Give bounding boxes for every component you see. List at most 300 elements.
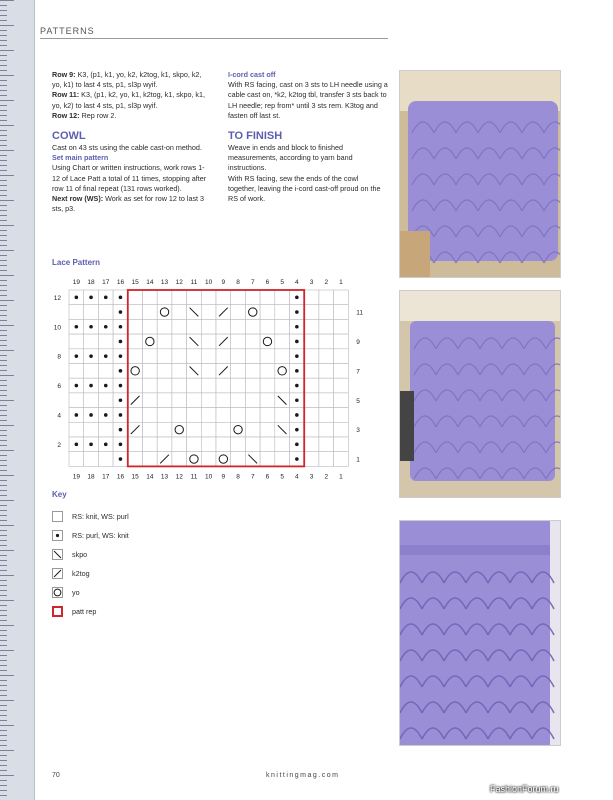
ruler-tick — [0, 620, 7, 621]
column-number-bottom: 4 — [295, 473, 299, 481]
ruler-tick — [0, 270, 7, 271]
ruler-tick — [0, 90, 7, 91]
chart-cell — [216, 349, 231, 364]
column-number-top: 14 — [146, 279, 154, 286]
purl-dot — [119, 325, 123, 329]
row9-text: K3, (p1, k1, yo, k2, k2tog, k1, skpo, k2, yo, k1) to last 4 sts, p1, sl3p wyif. — [52, 70, 202, 90]
chart-cell — [157, 422, 172, 437]
row-number-left: 2 — [57, 441, 61, 449]
chart-cell — [128, 452, 143, 467]
purl-dot — [295, 398, 299, 402]
chart-cell — [304, 319, 319, 334]
chart-cell — [84, 334, 99, 349]
section-label: PATTERNS — [40, 26, 95, 36]
row-number-right: 5 — [356, 397, 360, 405]
purl-dot — [89, 296, 93, 300]
column-number-top: 7 — [250, 279, 255, 286]
ruler-tick — [0, 285, 7, 286]
chart-cell — [245, 393, 260, 408]
ruler-tick — [0, 305, 7, 306]
chart-cell — [319, 319, 334, 334]
chart-cell — [172, 334, 187, 349]
chart-cell — [231, 364, 246, 379]
ruler-tick — [0, 145, 7, 146]
chart-cell — [143, 290, 158, 305]
chart-cell — [187, 437, 202, 452]
ruler-tick — [0, 10, 7, 11]
key-item — [52, 507, 129, 526]
chart-cell — [319, 305, 334, 320]
chart-cell — [172, 422, 187, 437]
chart-cell — [157, 319, 172, 334]
column-number-top: 2 — [324, 279, 329, 286]
key-label: RS: knit, WS: purl — [72, 512, 129, 521]
chart-cell — [84, 364, 99, 379]
ruler-tick — [0, 405, 7, 406]
ruler-tick — [0, 130, 7, 131]
column-number-bottom: 7 — [250, 473, 255, 481]
purl-dot — [119, 443, 123, 447]
cowl-heading: COWL — [52, 130, 86, 143]
column-number-top: 19 — [72, 279, 80, 286]
chart-cell — [304, 422, 319, 437]
ruler-tick — [0, 245, 7, 246]
ruler-tick — [0, 780, 7, 781]
ruler-tick — [0, 110, 7, 111]
chart-cell — [260, 334, 275, 349]
ruler-tick — [0, 730, 7, 731]
chart-cell — [319, 452, 334, 467]
key-item — [52, 564, 129, 583]
ruler-tick — [0, 420, 7, 421]
chart-cell — [157, 408, 172, 423]
purl-dot — [75, 443, 79, 447]
ruler-tick — [0, 190, 7, 191]
right-column — [228, 70, 388, 204]
chart-cell — [334, 334, 349, 349]
chart-cell — [187, 452, 202, 467]
chart-cell — [275, 334, 290, 349]
chart-cell — [128, 290, 143, 305]
chart-cell — [69, 364, 84, 379]
chart-cell — [128, 305, 143, 320]
chart-cell — [128, 408, 143, 423]
purl-dot — [89, 384, 93, 388]
chart-cell — [319, 408, 334, 423]
ruler-tick — [0, 590, 7, 591]
ruler-tick — [0, 310, 7, 311]
column-number-top: 13 — [160, 279, 169, 286]
ruler-tick — [0, 715, 7, 716]
ruler-tick — [0, 700, 14, 701]
ruler-tick — [0, 455, 7, 456]
chart-cell — [216, 408, 231, 423]
chart-cell — [319, 422, 334, 437]
column-number-top: 15 — [131, 279, 139, 286]
chart-cell — [260, 290, 275, 305]
ruler-tick — [0, 580, 7, 581]
row-number-left: 12 — [53, 294, 61, 302]
ruler-tick — [0, 105, 7, 106]
ruler-tick — [0, 380, 7, 381]
column-number-bottom: 3 — [309, 473, 314, 481]
chart-cell — [172, 378, 187, 393]
chart-cell — [98, 364, 113, 379]
ruler-tick — [0, 745, 7, 746]
chart-key — [52, 490, 129, 621]
chart-cell — [304, 305, 319, 320]
chart-cell — [172, 305, 187, 320]
chart-cell — [245, 378, 260, 393]
chart-cell — [128, 378, 143, 393]
ruler-tick — [0, 470, 7, 471]
key-label: yo — [72, 588, 80, 597]
column-number-top: 18 — [87, 279, 95, 286]
chart-cell — [201, 334, 216, 349]
ruler-tick — [0, 635, 7, 636]
row12-text: Rep row 2. — [81, 110, 117, 120]
purl-dot — [119, 296, 123, 300]
ruler-tick — [0, 460, 7, 461]
chart-cell — [187, 378, 202, 393]
chart-cell — [201, 408, 216, 423]
ruler-tick — [0, 365, 7, 366]
purl-dot — [295, 413, 299, 417]
chart-cell — [143, 393, 158, 408]
column-number-bottom: 6 — [265, 473, 270, 481]
ruler-tick — [0, 360, 7, 361]
ruler-tick — [0, 770, 7, 771]
chart-cell — [69, 393, 84, 408]
ruler-tick — [0, 375, 14, 376]
ruler-tick — [0, 255, 7, 256]
purl-dot — [104, 413, 108, 417]
next-row-label: Next row (WS): — [52, 194, 104, 204]
column-number-top: 3 — [309, 279, 314, 286]
ruler-tick — [0, 520, 7, 521]
finish-heading: TO FINISH — [228, 130, 283, 143]
key-item — [52, 583, 129, 602]
ruler-tick — [0, 480, 7, 481]
chart-cell — [231, 349, 246, 364]
chart-cell — [304, 378, 319, 393]
chart-cell — [260, 349, 275, 364]
chart-cell — [187, 408, 202, 423]
purl-dot — [119, 354, 123, 358]
column-number-top: 4 — [295, 279, 299, 286]
chart-cell — [128, 349, 143, 364]
rep-symbol-icon — [52, 606, 63, 617]
chart-cell — [69, 305, 84, 320]
column-number-top: 10 — [205, 279, 213, 286]
purl-dot — [295, 296, 299, 300]
ruler-tick — [0, 150, 14, 151]
key-label: k2tog — [72, 569, 90, 578]
chart-cell — [143, 437, 158, 452]
chart-cell — [201, 319, 216, 334]
next-row-text: Work as set for row 12 to last 3 sts, p3. — [52, 194, 205, 214]
ruler-tick — [0, 740, 7, 741]
column-number-top: 11 — [190, 279, 198, 286]
chart-cell — [245, 305, 260, 320]
chart-cell — [245, 408, 260, 423]
cowl-photo-closeup — [399, 520, 561, 746]
chart-cell — [260, 319, 275, 334]
ruler-tick — [0, 65, 7, 66]
purl-dot — [119, 428, 123, 432]
chart-cell — [201, 452, 216, 467]
chart-cell — [231, 378, 246, 393]
ruler-tick — [0, 425, 14, 426]
purl-dot — [89, 443, 93, 447]
column-number-top: 16 — [116, 279, 125, 286]
ruler-tick — [0, 260, 7, 261]
chart-cell — [201, 422, 216, 437]
main-pattern-heading: Set main pattern — [52, 153, 109, 163]
ruler-tick — [0, 165, 7, 166]
chart-cell — [98, 452, 113, 467]
chart-cell — [128, 437, 143, 452]
chart-cell — [157, 393, 172, 408]
ruler-tick — [0, 210, 7, 211]
ruler-tick — [0, 655, 7, 656]
chart-cell — [304, 408, 319, 423]
ruler-tick — [0, 170, 7, 171]
chart-cell — [245, 319, 260, 334]
ruler-tick — [0, 330, 7, 331]
chart-cell — [245, 349, 260, 364]
chart-cell — [157, 349, 172, 364]
chart-cell — [260, 452, 275, 467]
purl-dot — [295, 340, 299, 344]
purl-dot — [89, 413, 93, 417]
chart-cell — [187, 393, 202, 408]
cowl-photo-draped — [399, 70, 561, 278]
column-number-bottom: 14 — [146, 473, 154, 481]
header-rule — [40, 38, 388, 39]
icord-text: With RS facing, cast on 3 sts to LH needle using a cable cast on, *k2, k2tog tbl, transfer 3 sts back to LH needle; rep from* until 3 sts rem. K3tog and fasten off last st. — [228, 80, 388, 120]
purl-dot — [295, 384, 299, 388]
column-number-top: 8 — [236, 279, 240, 286]
chart-cell — [260, 393, 275, 408]
ruler-tick — [0, 705, 7, 706]
chart-cell — [84, 393, 99, 408]
ruler-tick — [0, 785, 7, 786]
ruler-tick — [0, 475, 14, 476]
chart-cell — [157, 437, 172, 452]
ruler-tick — [0, 530, 7, 531]
ruler-tick — [0, 215, 7, 216]
ruler-tick — [0, 760, 7, 761]
ruler-tick — [0, 25, 14, 26]
ruler-tick — [0, 0, 14, 1]
ruler-tick — [0, 665, 7, 666]
purl-dot — [75, 384, 79, 388]
chart-cell — [275, 378, 290, 393]
ruler-tick — [0, 495, 7, 496]
chart-cell — [304, 334, 319, 349]
chart-cell — [187, 422, 202, 437]
ruler-tick — [0, 340, 7, 341]
chart-cell — [143, 334, 158, 349]
ruler-tick — [0, 445, 7, 446]
ruler-tick — [0, 750, 14, 751]
chart-cell — [275, 349, 290, 364]
chart-cell — [260, 305, 275, 320]
chart-cell — [275, 305, 290, 320]
column-number-bottom: 8 — [236, 473, 240, 481]
ruler-tick — [0, 370, 7, 371]
chart-cell — [201, 349, 216, 364]
purl-dot — [119, 369, 123, 373]
chart-cell — [304, 437, 319, 452]
purl-dot — [119, 310, 123, 314]
ruler-tick — [0, 30, 7, 31]
chart-cell — [334, 408, 349, 423]
chart-cell — [231, 422, 246, 437]
chart-cell — [334, 305, 349, 320]
ruler-tick — [0, 670, 7, 671]
chart-cell — [157, 305, 172, 320]
ruler-tick — [0, 290, 7, 291]
purl-dot — [295, 428, 299, 432]
chart-cell — [143, 364, 158, 379]
chart-cell — [231, 437, 246, 452]
ruler-tick — [0, 510, 7, 511]
chart-cell — [334, 393, 349, 408]
cowl-photo-flat — [399, 290, 561, 498]
chart-cell — [128, 364, 143, 379]
ruler-tick — [0, 500, 14, 501]
chart-cell — [334, 437, 349, 452]
ruler-tick — [0, 560, 7, 561]
ruler-tick — [0, 790, 7, 791]
chart-cell — [231, 319, 246, 334]
row11-label: Row 11: — [52, 90, 80, 100]
ruler-tick — [0, 595, 7, 596]
column-number-bottom: 9 — [221, 473, 226, 481]
key-label: skpo — [72, 550, 88, 559]
finish-text-1: Weave in ends and block to finished measurements, according to yarn band instructions. — [228, 143, 353, 173]
ruler-tick — [0, 555, 7, 556]
chart-cell — [304, 290, 319, 305]
ruler-tick — [0, 385, 7, 386]
ruler-tick — [0, 605, 7, 606]
lace-chart — [40, 270, 370, 482]
column-number-bottom: 2 — [324, 473, 329, 481]
ruler-tick — [0, 40, 7, 41]
ruler-tick — [0, 315, 7, 316]
chart-cell — [216, 393, 231, 408]
chart-cell — [245, 334, 260, 349]
ruler-tick — [0, 765, 7, 766]
ruler-tick — [0, 135, 7, 136]
chart-cell — [172, 319, 187, 334]
ruler-tick — [0, 430, 7, 431]
column-number-bottom: 12 — [175, 473, 183, 481]
yo-symbol-icon — [52, 587, 63, 598]
key-label: RS: purl, WS: knit — [72, 531, 129, 540]
purl-dot — [119, 398, 123, 402]
column-number-bottom: 18 — [87, 473, 95, 481]
left-column — [52, 70, 212, 214]
chart-cell — [334, 349, 349, 364]
purl-dot — [119, 457, 123, 461]
chart-cell — [143, 408, 158, 423]
chart-cell — [275, 437, 290, 452]
chart-cell — [334, 290, 349, 305]
chart-cell — [319, 437, 334, 452]
ruler-tick — [0, 795, 7, 796]
chart-cell — [98, 393, 113, 408]
ruler-tick — [0, 140, 7, 141]
ruler-tick — [0, 225, 14, 226]
key-item — [52, 545, 129, 564]
purl-dot — [119, 340, 123, 344]
k2tog-symbol-icon — [52, 568, 63, 579]
ruler-tick — [0, 250, 14, 251]
chart-cell — [201, 437, 216, 452]
icord-heading: I-cord cast off — [228, 70, 276, 79]
purl-dot — [104, 325, 108, 329]
chart-cell — [187, 319, 202, 334]
row-number-right: 1 — [356, 456, 360, 464]
ruler-tick — [0, 335, 7, 336]
ruler-tick — [0, 410, 7, 411]
chart-cell — [143, 422, 158, 437]
purl-dot — [104, 384, 108, 388]
ruler-tick — [0, 690, 7, 691]
column-number-bottom: 11 — [190, 473, 198, 481]
chart-cell — [304, 349, 319, 364]
ruler-tick — [0, 80, 7, 81]
chart-cell — [84, 452, 99, 467]
key-title: Key — [52, 490, 67, 499]
ruler-tick — [0, 200, 14, 201]
column-number-bottom: 10 — [205, 473, 213, 481]
ruler-tick — [0, 320, 7, 321]
purl-dot — [89, 354, 93, 358]
ruler-tick — [0, 600, 14, 601]
ruler-tick — [0, 390, 7, 391]
chart-cell — [260, 408, 275, 423]
ruler-tick — [0, 515, 7, 516]
chart-cell — [216, 319, 231, 334]
purl-dot — [295, 325, 299, 329]
ruler-tick — [0, 220, 7, 221]
chart-cell — [216, 422, 231, 437]
chart-cell — [275, 290, 290, 305]
chart-cell — [245, 422, 260, 437]
ruler-tick — [0, 570, 7, 571]
ruler-tick — [0, 440, 7, 441]
chart-cell — [216, 290, 231, 305]
row-number-right: 11 — [356, 309, 364, 317]
row12-label: Row 12: — [52, 110, 80, 120]
column-number-bottom: 19 — [72, 473, 80, 481]
chart-cell — [304, 452, 319, 467]
ruler-tick — [0, 205, 7, 206]
chart-cell — [187, 290, 202, 305]
page-number: 70 — [52, 772, 60, 779]
ruler-tick — [0, 50, 14, 51]
chart-cell — [172, 452, 187, 467]
ruler-tick — [0, 660, 7, 661]
ruler-tick — [0, 185, 7, 186]
ruler-tick — [0, 775, 14, 776]
ruler-tick — [0, 630, 7, 631]
ruler-tick — [0, 415, 7, 416]
